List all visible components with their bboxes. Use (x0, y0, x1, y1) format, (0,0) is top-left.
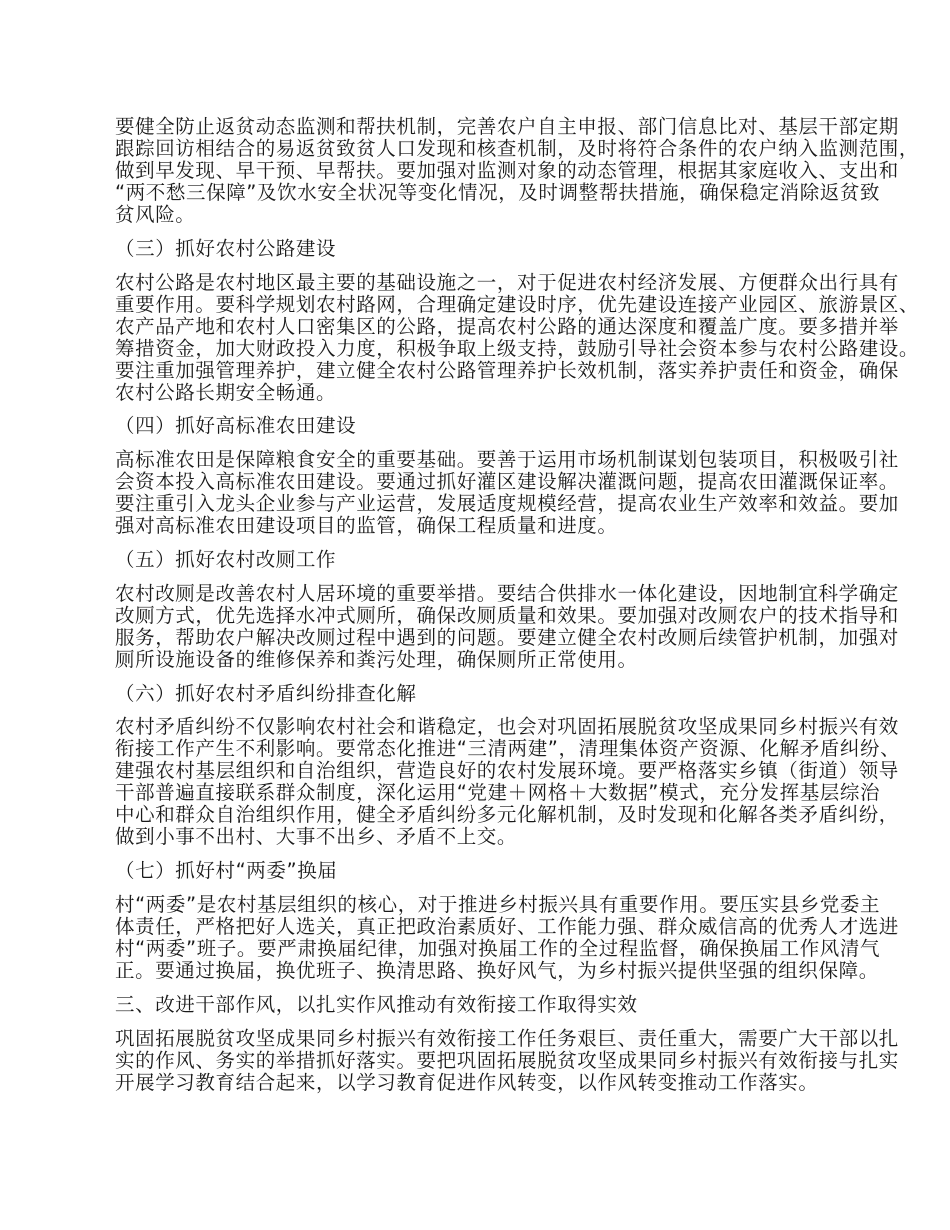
text-line: 要注重加强管理养护，建立健全农村公路管理养护长效机制，落实养护责任和资金，确保 (115, 358, 899, 382)
text-line: 跟踪回访相结合的易返贫致贫人口发现和核查机制，及时将符合条件的农户纳入监测范围， (115, 137, 920, 160)
text-line: 巩固拓展脱贫攻坚成果同乡村振兴有效衔接工作任务艰巨、责任重大，需要广大干部以扎 (115, 1026, 899, 1050)
text-line: （六）抓好农村矛盾纠纷排查化解 (115, 681, 417, 705)
text-line: 正。要通过换届，换优班子、换清思路、换好风气，为乡村振兴提供坚强的组织保障。 (115, 958, 879, 982)
text-line: 干部普遍直接联系群众制度，深化运用“党建＋网格＋大数据”模式，充分发挥基层综治 (115, 781, 881, 805)
body-paragraph (115, 1026, 899, 1094)
text-line: “两不愁三保障”及饮水安全状况等变化情况，及时调整帮扶措施，确保稳定消除返贫致 (115, 181, 881, 204)
section-heading (115, 238, 845, 260)
text-line: 贫风险。 (115, 203, 196, 226)
text-line: 农村改厕是改善农村人居环境的重要举措。要结合供排水一体化建设，因地制宜科学确定 (115, 581, 899, 605)
body-paragraph (115, 115, 920, 226)
text-line: 建强农村基层组织和自治组织，营造良好的农村发展环境。要严格落实乡镇（街道）领导 (115, 759, 899, 783)
text-line: 开展学习教育结合起来，以学习教育促进作风转变，以作风转变推动工作落实。 (115, 1070, 819, 1094)
text-line: 高标准农田是保障粮食安全的重要基础。要善于运用市场机制谋划包装项目，积极吸引社 (115, 448, 899, 472)
text-line: 三、改进干部作风，以扎实作风推动有效衔接工作取得实效 (115, 992, 638, 1016)
text-line: 服务，帮助农户解决改厕过程中遇到的问题。要建立健全农村改厕后续管护机制，加强对 (115, 625, 899, 649)
text-line: 农村公路是农村地区最主要的基础设施之一，对于促进农村经济发展、方便群众出行具有 (115, 270, 899, 294)
text-line: 改厕方式，优先选择水冲式厕所，确保改厕质量和效果。要加强对改厕农户的技术指导和 (115, 603, 899, 627)
section-heading (115, 549, 845, 571)
text-line: 中心和群众自治组织作用，健全矛盾纠纷多元化解机制，及时发现和化解各类矛盾纠纷， (115, 803, 899, 827)
section-heading (115, 994, 845, 1016)
section-heading (115, 860, 845, 882)
section-heading (115, 415, 845, 437)
text-line: 厕所设施设备的维修保养和粪污处理，确保厕所正常使用。 (115, 647, 638, 671)
text-line: 农产品产地和农村人口密集区的公路，提高农村公路的通达深度和覆盖广度。要多措并举 (115, 314, 899, 338)
text-line: 做到早发现、早干预、早帮扶。要加强对监测对象的动态管理，根据其家庭收入、支出和 (115, 159, 899, 182)
text-line: （五）抓好农村改厕工作 (115, 547, 337, 571)
text-line: 农村公路长期安全畅通。 (115, 380, 337, 404)
text-line: 强对高标准农田建设项目的监管，确保工程质量和进度。 (115, 514, 618, 538)
text-line: 实的作风、务实的举措抓好落实。要把巩固拓展脱贫攻坚成果同乡村振兴有效衔接与扎实 (115, 1048, 899, 1072)
text-line: 要注重引入龙头企业参与产业运营，发展适度规模经营，提高农业生产效率和效益。要加 (115, 492, 899, 516)
body-paragraph (115, 270, 920, 404)
text-line: 体责任，严格把好人选关，真正把政治素质好、工作能力强、群众威信高的优秀人才选进 (115, 914, 899, 938)
body-paragraph (115, 892, 899, 982)
body-paragraph (115, 448, 899, 538)
text-line: 要健全防止返贫动态监测和帮扶机制，完善农户自主申报、部门信息比对、基层干部定期 (115, 115, 899, 138)
document-page (115, 115, 920, 1105)
text-line: 重要作用。要科学规划农村路网，合理确定建设时序，优先建设连接产业园区、旅游景区、 (115, 292, 920, 316)
text-line: （七）抓好村“两委”换届 (115, 859, 338, 883)
text-line: 村“两委”是农村基层组织的核心，对于推进乡村振兴具有重要作用。要压实县乡党委主 (115, 892, 881, 916)
body-paragraph (115, 715, 901, 849)
text-line: 村“两委”班子。要严肃换届纪律，加强对换届工作的全过程监督，确保换届工作风清气 (115, 936, 881, 960)
text-line: 筹措资金，加大财政投入力度，积极争取上级支持，鼓励引导社会资本参与农村公路建设。 (115, 336, 920, 360)
text-line: （三）抓好农村公路建设 (115, 236, 337, 260)
body-paragraph (115, 581, 899, 671)
text-line: 农村矛盾纠纷不仅影响农村社会和谐稳定，也会对巩固拓展脱贫攻坚成果同乡村振兴有效 (115, 715, 899, 739)
text-line: 会资本投入高标准农田建设。要通过抓好灌区建设解决灌溉问题，提高农田灌溉保证率。 (115, 470, 899, 494)
section-heading (115, 683, 845, 705)
text-line: 做到小事不出村、大事不出乡、矛盾不上交。 (115, 825, 518, 849)
text-line: 衔接工作产生不利影响。要常态化推进“三清两建”，清理集体资产资源、化解矛盾纠纷、 (115, 737, 901, 761)
text-line: （四）抓好高标准农田建设 (115, 414, 357, 438)
